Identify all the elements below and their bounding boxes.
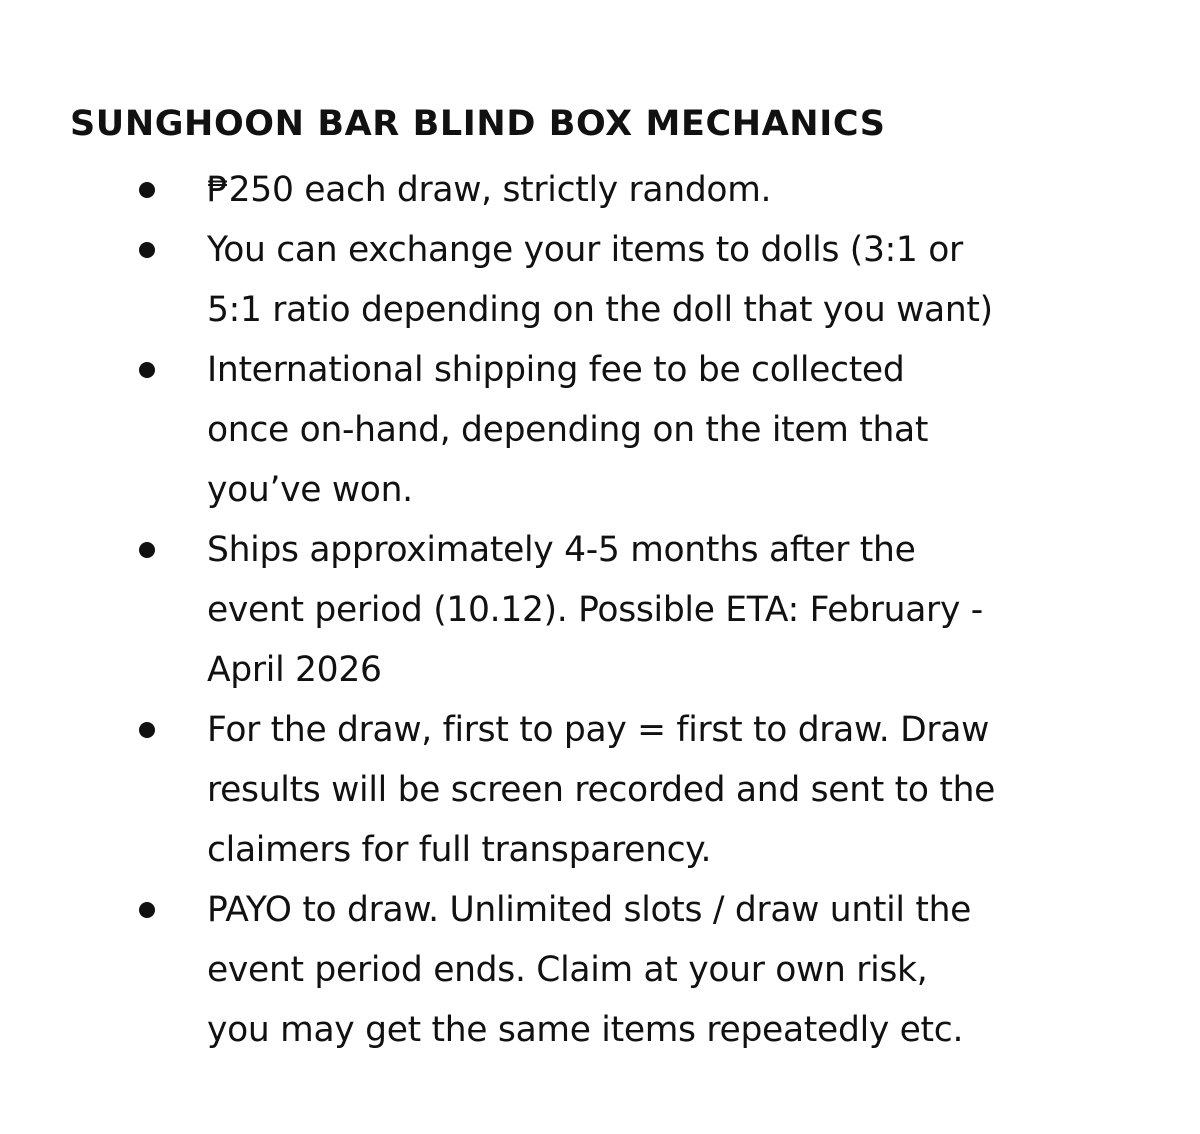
bullet-icon	[139, 362, 155, 378]
list-item-text: you may get the same items repeatedly etc.	[207, 1010, 964, 1050]
list-item	[0, 160, 1147, 220]
list-item-text: claimers for full transparency.	[207, 830, 712, 870]
list-item-text: You can exchange your items to dolls (3:1 or	[207, 230, 963, 270]
mechanics-list	[0, 160, 1147, 1060]
list-item-text: International shipping fee to be collected	[207, 350, 905, 390]
list-item	[0, 700, 1147, 880]
list-item-text: event period (10.12). Possible ETA: February -	[207, 590, 983, 630]
list-item-text: 5:1 ratio depending on the doll that you want)	[207, 290, 993, 330]
list-item-text: ₱250 each draw, strictly random.	[207, 170, 772, 210]
list-item-text: PAYO to draw. Unlimited slots / draw until the	[207, 890, 972, 930]
page-title: SUNGHOON BAR BLIND BOX MECHANICS	[70, 104, 886, 144]
bullet-icon	[139, 902, 155, 918]
list-item	[0, 520, 1147, 700]
list-item-text: For the draw, first to pay = first to draw. Draw	[207, 710, 990, 750]
list-item-text: Ships approximately 4-5 months after the	[207, 530, 916, 570]
list-item	[0, 340, 1147, 520]
bullet-icon	[139, 722, 155, 738]
list-item-text: you’ve won.	[207, 470, 413, 510]
list-item	[0, 220, 1147, 340]
list-item-text: results will be screen recorded and sent to the	[207, 770, 996, 810]
bullet-icon	[139, 182, 155, 198]
list-item	[0, 880, 1147, 1060]
list-item-text: once on-hand, depending on the item that	[207, 410, 929, 450]
list-item-text: April 2026	[207, 650, 382, 690]
bullet-icon	[139, 242, 155, 258]
bullet-icon	[139, 542, 155, 558]
list-item-text: event period ends. Claim at your own risk,	[207, 950, 928, 990]
